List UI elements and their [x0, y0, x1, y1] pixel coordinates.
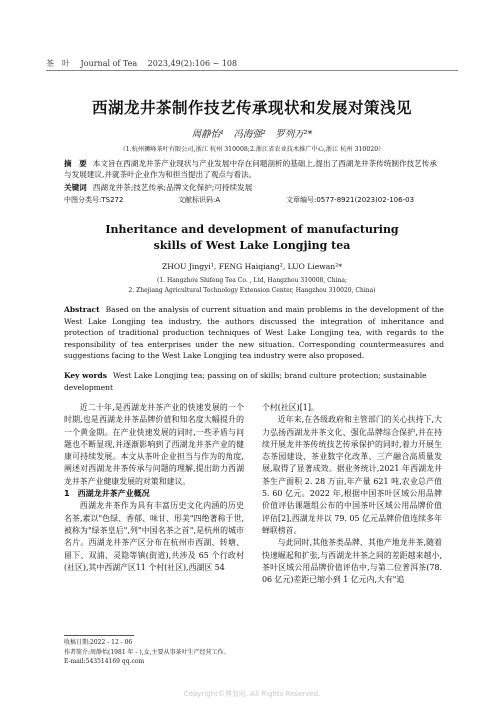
author-intro: 作者简介:周静怡(1981 年 - ),女,主要从事茶叶生产经营工作。 [64, 648, 230, 656]
copyright-watermark: Copyright©博看网. All Rights Reserved. [183, 690, 321, 698]
cn-keywords-label: 关键词 [64, 183, 87, 192]
continued-paragraph: 个村(社区)[1]。 [262, 403, 319, 412]
journal-cn-name: 茶 叶 [46, 59, 70, 68]
journal-en-name: Journal of Tea [80, 59, 138, 68]
en-affiliation-1: (1. Hangzhou Shifeng Tea Co. , Ltd, Hangzhou 310008, China; [156, 277, 347, 284]
footnote [64, 638, 254, 667]
en-abstract [64, 304, 444, 362]
article-number: 文章编号:0577-8921(2023)02-106-03 [286, 196, 415, 204]
en-title-line-1: Inheritance and development of manufacturing [105, 223, 399, 236]
en-abstract-label: Abstract [64, 305, 100, 314]
en-title [0, 222, 504, 254]
section-heading-1: 1 西湖龙井茶产业概况 [64, 489, 150, 499]
clc-number: 中图分类号:TS272 [64, 196, 124, 204]
body-left-column [64, 402, 244, 574]
footnote-rule [64, 635, 134, 636]
en-affiliation [0, 276, 504, 296]
cn-authors: 周静怡¹ 冯海强² 罗列万²* [191, 129, 313, 140]
cn-keywords-text: 西湖龙井茶;技艺传承;品牌文化保护;可持续发展 [92, 183, 253, 192]
en-keywords [64, 370, 444, 393]
document-code: 文献标识码:A [178, 196, 221, 204]
overview-paragraph: 西湖龙井茶作为具有丰富历史文化内涵的历史名茶,素以"色绿、香郁、味甘、形美"四绝著称于世,被称为"绿茶皇后",列"中国名茶之首",是杭州的城市名片。西湖龙井茶产区分布在杭州市西湖、转塘、留下、双浦、灵隐等镇(街道),共涉及 65 个行政村(社区),其中西湖产区11 个村(社区),西湖区 54 [64, 501, 244, 572]
en-affiliation-2: 2. Zhejiang Agricultural Technology Extension Center, Hangzhou 310020, China) [128, 287, 376, 294]
intro-paragraph: 近二十年,是西湖龙井茶产业的快速发展的一个时期,也是西湖龙井茶品牌价值和知名度大幅提升的一个黄金期。在产业快速发展的同时,一些矛盾与问题也不断显现,并逐渐影响到了西湖龙井茶产业的健康可持续发展。本文从茶叶企业担当与作为的角度,阐述对西湖龙井茶传承与问题的理解,提出助力西湖龙井茶产业健康发展的对策和建议。 [64, 403, 244, 486]
en-abstract-text: Based on the analysis of current situation and main problems in the development of the West Lake Longjing tea industry, the authors discussed the integration of inheritance and protection of traditional production techniques of West Lake Longjing tea, with regards to the responsibility of tea enterprises under the new situation. Corresponding countermeasures and suggestions facing to the West Lake Longjing tea industry were also proposed. [64, 305, 444, 361]
cn-abstract-label: 摘 要 [64, 159, 87, 168]
cn-affiliation: （1.杭州狮峰茶叶有限公司,浙江 杭州 310008;2.浙江省农业技术推广中心,浙江 杭州 310020） [119, 146, 385, 153]
cn-abstract [64, 158, 444, 180]
issue-info: 2023,49(2):106 ~ 108 [147, 59, 238, 68]
cn-abstract-text: 本文旨在西湖龙井茶产业现状与产业发展中存在问题剖析的基础上,提出了西湖龙井茶传统制作技艺传承与发展建议,并就茶叶企业作为和担当提出了观点与看法。 [64, 159, 437, 179]
header-rule [46, 70, 458, 71]
author-email: E-mail:543514169 qq.com [64, 658, 145, 665]
body-right-column [262, 402, 442, 586]
competition-paragraph: 与此同时,其他茶类品牌、其他产地龙井茶,随着快速崛起和扩张,与西湖龙井茶之间的差距越来越小,茶叶区域公用品牌价值评估中,与第二位普洱茶(78. 06 亿元)差距已缩小到 1 亿元内,大有"追 [262, 538, 442, 585]
en-title-line-2: skills of West Lake Longjing tea [153, 239, 351, 252]
en-keywords-text: West Lake Longjing tea; passing on of skills; brand culture protection; sustainable development [64, 371, 427, 392]
running-header [46, 58, 458, 69]
received-date: 收稿日期:2022 - 12 - 06 [64, 639, 133, 646]
cn-title: 西湖龙井茶制作技艺传承现状和发展对策浅见 [91, 99, 412, 117]
en-authors: ZHOU Jingyi¹, FENG Haiqiang², LUO Liewan²* [161, 262, 343, 271]
cn-keywords [64, 182, 444, 193]
recent-years-paragraph: 近年来,在各级政府和主管部门的关心扶持下,大力弘扬西湖龙井茶文化、强化品牌综合保护,并在持续开展龙井茶传统技艺传承保护的同时,着力开展生态茶园建设、茶业数字化改革、三产融合高质量发展,取得了显著成效。据业务统计,2021 年西湖龙井茶生产面积 2. 28 万亩,年产量 621 吨,农业总产值 5. 60 亿元。2022 年,根据中国茶叶区域公用品牌价值评估课题组公布的中国茶叶区域公用品牌价值评估[2],西湖龙井以 79. 05 亿元品牌价值连续多年蝉联榜首。 [262, 415, 442, 535]
en-keywords-label: Key words [64, 371, 107, 380]
